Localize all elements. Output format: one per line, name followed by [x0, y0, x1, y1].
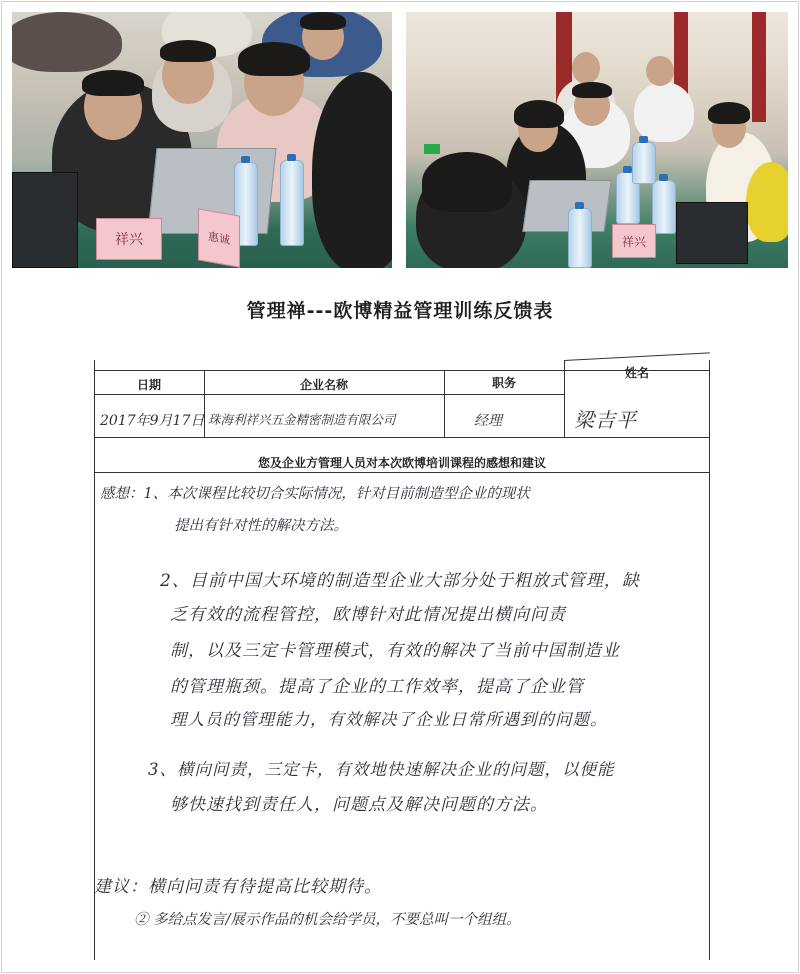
value-name: 梁吉平: [574, 408, 637, 432]
feedback-line: 理人员的管理能力，有效解决了企业日常所遇到的问题。: [170, 710, 608, 729]
header-position: 职务: [491, 376, 516, 390]
feedback-line: 的管理瓶颈。提高了企业的工作效率，提高了企业管: [170, 677, 584, 697]
feedback-line: 提出有针对性的解决方法。: [174, 518, 348, 534]
form-title: 管理禅---欧博精益管理训练反馈表: [246, 300, 554, 322]
feedback-line: 感想：1、本次课程比较切合实际情况，针对目前制造型企业的现状: [100, 486, 530, 502]
training-photo-right: [406, 12, 788, 268]
feedback-line: 建议：横向问责有待提高比较期待。: [94, 877, 382, 897]
feedback-line: 制，以及三定卡管理模式，有效的解决了当前中国制造业: [170, 641, 620, 661]
feedback-line: 乏有效的流程管控，欧博针对此情况提出横向问责: [170, 605, 566, 625]
feedback-line: 2、目前中国大环境的制造型企业大部分处于粗放式管理，缺: [160, 571, 640, 591]
value-position: 经理: [474, 413, 502, 429]
header-date: 日期: [136, 378, 161, 392]
header-company: 企业名称: [299, 378, 348, 392]
name-tent-card-right: 祥兴: [612, 224, 656, 258]
name-tent-card: 祥兴: [96, 218, 162, 260]
feedback-prompt: 您及企业方管理人员对本次欧博培训课程的感想和建议: [257, 456, 546, 470]
feedback-line: 3、横向问责，三定卡，有效地快速解决企业的问题，以便能: [148, 760, 615, 779]
value-date: 2017年9月17日: [100, 413, 205, 429]
feedback-line: ② 多给点发言/展示作品的机会给学员，不要总叫一个组组。: [134, 912, 521, 928]
exit-sign-icon: [424, 144, 440, 154]
training-photo-left: [12, 12, 392, 268]
feedback-line: 够快速找到责任人，问题点及解决问题的方法。: [170, 795, 548, 815]
feedback-form: [94, 360, 710, 960]
header-name: 姓名: [624, 366, 649, 380]
value-company: 珠海利祥兴五金精密制造有限公司: [208, 412, 396, 427]
name-tent-card-2: 惠诚: [198, 208, 240, 267]
